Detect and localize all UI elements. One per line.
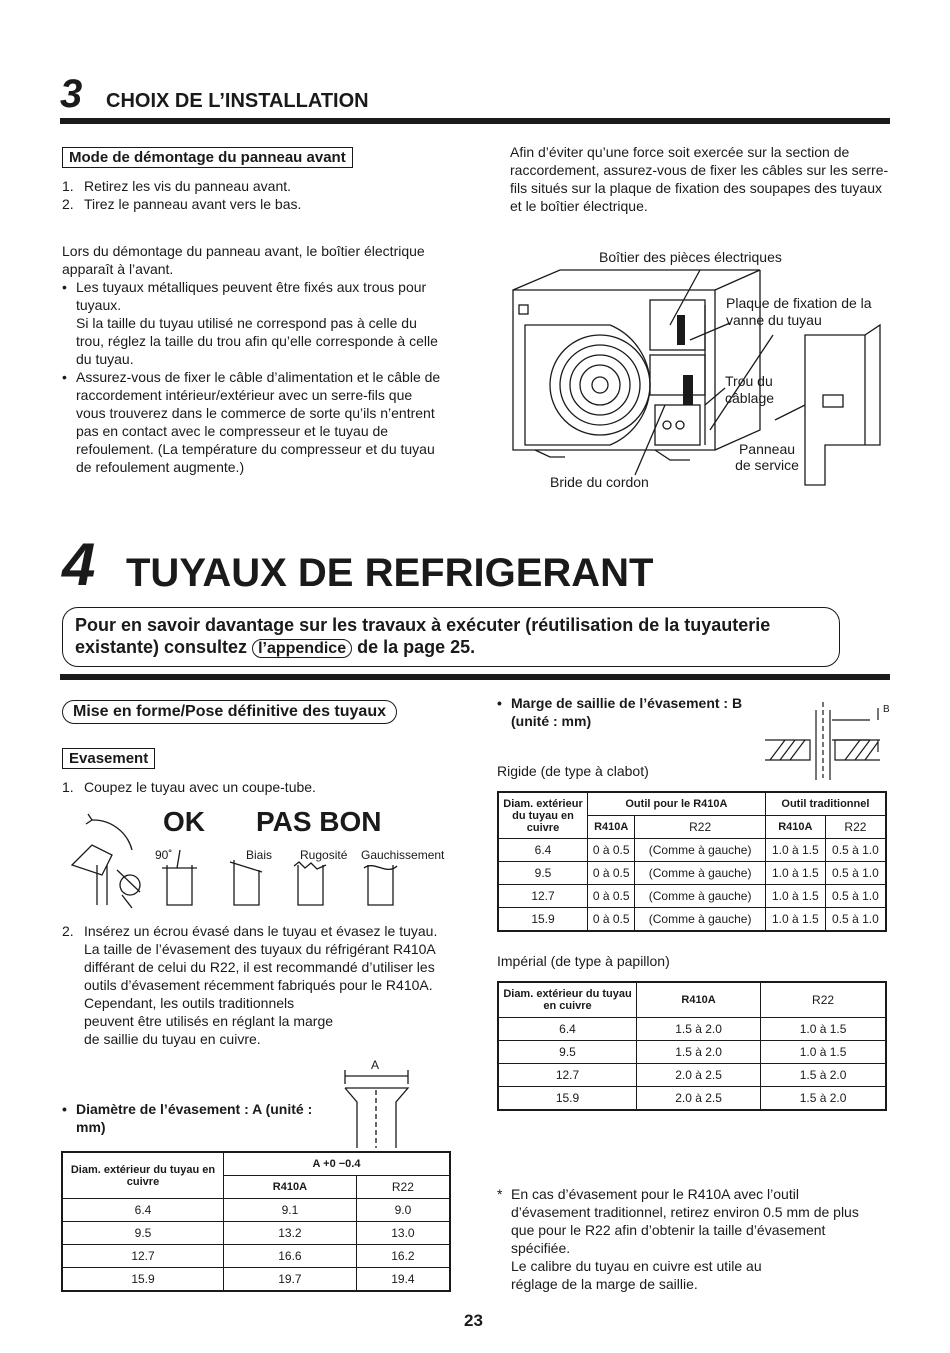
list-item: • Diamètre de l’évasement : A (unité : mm): [62, 1100, 332, 1136]
section3-rule: [60, 118, 890, 124]
table-header: R22: [825, 816, 886, 839]
rigid-margin-table: [497, 791, 887, 932]
table-row: 15.9 0 à 0.5 (Comme à gauche) 1.0 à 1.5 0.5 à 1.0: [498, 908, 886, 932]
flare-diameter-heading: [62, 1100, 332, 1136]
cable-fixing-text: Afin d’éviter qu’une force soit exercée sur la section de raccordement, assurez-vous de fixer les câbles sur les serre-fils situés sur la plaque de fixation des soupapes des tuyaux et le boîtier électrique.: [510, 144, 889, 214]
table-header: R410A: [588, 816, 635, 839]
list-item: • Les tuyaux métalliques peuvent être fixés aux trous pour tuyaux. Si la taille du tuyau utilisé ne correspond pas à celle du trou, réglez la taille du trou afin qu’elle corresponde à celle du tuyau.: [62, 278, 442, 368]
defect-label: Biais: [246, 848, 273, 862]
table-header: A +0 −0.4: [224, 1152, 451, 1176]
section3-number: 3: [60, 72, 83, 116]
defect-label: Gauchissement: [361, 848, 445, 862]
page-number: 23: [464, 1311, 483, 1330]
rigid-label: Rigide (de type à clabot): [497, 763, 649, 779]
list-item: • Assurez-vous de fixer le câble d’alimentation et le câble de raccordement intérieur/extérieur avec un serre-fils que vous trouverez dans le commerce de sorte qu’ils n’entrent pas en contact avec le compresseur et le tuyau de refoulement. (La température du compresseur et du tuyau de refoulement augmente.): [62, 368, 442, 476]
ok-label: OK: [163, 806, 205, 837]
table-header: R22: [356, 1176, 450, 1199]
dimension-a-label: A: [371, 1058, 380, 1072]
table-row: 6.4 0 à 0.5 (Comme à gauche) 1.0 à 1.5 0.5 à 1.0: [498, 839, 886, 862]
bad-label: PAS BON: [256, 806, 382, 837]
list-item: 2. Tirez le panneau avant vers le bas.: [62, 196, 302, 212]
table-header: R410A: [224, 1176, 357, 1199]
footnote: En cas d’évasement pour le R410A avec l’outil d’évasement traditionnel, retirez environ 0.5 mm de plus que pour le R22 afin d’obtenir la taille d’évasement spécifiée. Le calibre du tuyau en cuivre est utile au réglage de la marge de saillie.: [511, 1186, 859, 1292]
table-header: R410A: [765, 816, 825, 839]
outdoor-unit-figure: [505, 245, 885, 495]
table-row: 15.9 19.7 19.4: [62, 1268, 450, 1292]
table-header: Diam. extérieur du tuyau en cuivre: [62, 1152, 224, 1199]
list-item: 1. Coupez le tuyau avec un coupe-tube.: [62, 779, 316, 795]
label-service-panel: Panneau de service: [735, 441, 799, 473]
imperial-margin-table: [497, 981, 887, 1111]
table-header: R22: [761, 982, 886, 1018]
panel-removal-steps: [62, 177, 462, 213]
pipe-cutting-figure: [62, 810, 422, 910]
appendix-link[interactable]: l’appendice: [252, 639, 352, 658]
label-wiring-hole: Trou du câblage: [725, 373, 775, 406]
table-row: 12.7 2.0 à 2.5 1.5 à 2.0: [498, 1064, 886, 1087]
table-header: Diam. extérieur du tuyau en cuivre: [498, 792, 588, 839]
section4-title: TUYAUX DE REFRIGERANT: [126, 551, 654, 595]
label-electrical-box: Boîtier des pièces électriques: [599, 249, 782, 265]
section3-title: CHOIX DE L’INSTALLATION: [106, 90, 369, 112]
table-row: 12.7 0 à 0.5 (Comme à gauche) 1.0 à 1.5 0.5 à 1.0: [498, 885, 886, 908]
flare-dimension-figure: [340, 1070, 415, 1150]
table-row: 9.5 0 à 0.5 (Comme à gauche) 1.0 à 1.5 0.5 à 1.0: [498, 862, 886, 885]
pipe-shaping-heading: Mise en forme/Pose définitive des tuyaux: [62, 700, 397, 724]
panel-removal-heading: Mode de démontage du panneau avant: [62, 147, 353, 168]
intro-text: Lors du démontage du panneau avant, le boîtier électrique apparaît à l’avant.: [62, 243, 425, 277]
table-header: R410A: [637, 982, 761, 1018]
flare-margin-figure: [760, 700, 885, 780]
flaring-step2: [62, 922, 457, 1048]
table-header: Outil pour le R410A: [588, 792, 766, 816]
table-row: 6.4 1.5 à 2.0 1.0 à 1.5: [498, 1018, 886, 1041]
table-header: R22: [635, 816, 765, 839]
table-row: 9.5 1.5 à 2.0 1.0 à 1.5: [498, 1041, 886, 1064]
section4-rule: [60, 674, 890, 680]
appendix-note: Pour en savoir davantage sur les travaux à exécuter (réutilisation de la tuyauterie existante) consultez l’appendice de la page 25.: [62, 607, 840, 667]
table-header: Outil traditionnel: [765, 792, 886, 816]
flaring-step1: [62, 778, 462, 796]
table-header: Diam. extérieur du tuyau en cuivre: [498, 982, 637, 1018]
dimension-b-label: B: [883, 704, 890, 715]
angle-label: 90˚: [155, 848, 173, 862]
list-item: • Marge de saillie de l’évasement : B (unité : mm): [497, 694, 757, 730]
table-row: 15.9 2.0 à 2.5 1.5 à 2.0: [498, 1087, 886, 1111]
list-item: 1. Retirez les vis du panneau avant.: [62, 178, 292, 194]
list-item: 2. Insérez un écrou évasé dans le tuyau et évasez le tuyau. La taille de l’évasement des tuyaux du réfrigérant R410A différant de celui du R22, il est recommandé d’utiliser les outils d’évasement récemment fabriqués pour le R410A. Cependant, les outils traditionnels peuvent être utilisés en réglant la marge de saillie du tuyau en cuivre.: [62, 923, 438, 1047]
label-valve-plate: Plaque de fixation de la vanne du tuyau: [726, 295, 872, 328]
section4-number: 4: [62, 531, 96, 598]
flare-margin-heading: [497, 694, 757, 730]
label-cord-clamp: Bride du cordon: [550, 474, 649, 490]
table-row: 6.4 9.1 9.0: [62, 1199, 450, 1222]
defect-label: Rugosité: [300, 848, 348, 862]
imperial-label: Impérial (de type à papillon): [497, 953, 670, 969]
table-row: 9.5 13.2 13.0: [62, 1222, 450, 1245]
flare-diameter-table: [61, 1151, 451, 1292]
footnote-star: *: [497, 1186, 503, 1202]
flaring-heading: Evasement: [62, 748, 155, 769]
table-row: 12.7 16.6 16.2: [62, 1245, 450, 1268]
section3-body: [62, 242, 442, 476]
